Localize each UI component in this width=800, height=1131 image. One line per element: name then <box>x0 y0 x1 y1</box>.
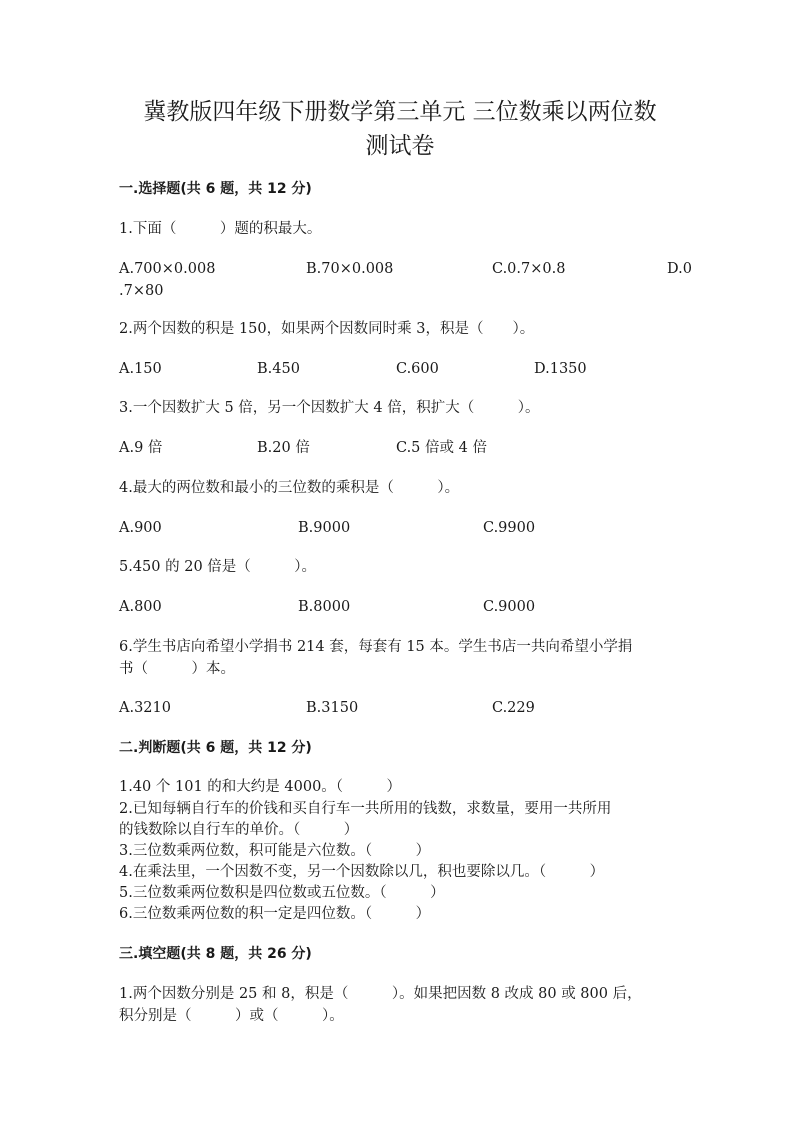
q4-option-a: A.900 <box>119 520 162 536</box>
q1-option-b: B.70×0.008 <box>306 261 394 277</box>
fill-question-1-line-1: 1.两个因数分别是 25 和 8，积是（ ）。如果把因数 8 改成 80 或 800 后， <box>119 986 642 1002</box>
q1-option-a: A.700×0.008 <box>119 261 216 277</box>
q2-option-c: C.600 <box>396 361 439 377</box>
q3-option-b: B.20 倍 <box>257 440 310 456</box>
q3-option-c: C.5 倍或 4 倍 <box>396 440 487 456</box>
title-line-2: 测试卷 <box>365 133 435 159</box>
question-2-stem: 2.两个因数的积是 150，如果两个因数同时乘 3，积是（ ）。 <box>119 321 535 337</box>
q1-option-d-part2: .7×80 <box>119 283 164 299</box>
section-header-choice: 一.选择题(共 6 题，共 12 分) <box>119 181 312 197</box>
q1-option-d-part1: D.0 <box>667 261 692 277</box>
q3-option-a: A.9 倍 <box>119 440 163 456</box>
q5-option-c: C.9000 <box>483 599 536 615</box>
question-3-stem: 3.一个因数扩大 5 倍，另一个因数扩大 4 倍，积扩大（ ）。 <box>119 400 540 416</box>
question-4-stem: 4.最大的两位数和最小的三位数的乘积是（ ）。 <box>119 480 460 496</box>
q2-option-a: A.150 <box>119 361 162 377</box>
q2-option-b: B.450 <box>257 361 300 377</box>
q4-option-c: C.9900 <box>483 520 536 536</box>
judgment-item: 4.在乘法里，一个因数不变，另一个因数除以几，积也要除以几。（ ） <box>119 864 605 880</box>
page-title <box>0 95 800 163</box>
q6-option-c: C.229 <box>492 700 535 716</box>
question-1-stem: 1.下面（ ）题的积最大。 <box>119 221 322 237</box>
q2-option-d: D.1350 <box>534 361 587 377</box>
question-6-stem-line-2: 书（ ）本。 <box>119 661 235 677</box>
title-line-1: 冀教版四年级下册数学第三单元 三位数乘以两位数 <box>143 99 657 125</box>
section-header-judgment: 二.判断题(共 6 题，共 12 分) <box>119 740 312 756</box>
judgment-item: 2.已知每辆自行车的价钱和买自行车一共所用的钱数，求数量，要用一共所用 <box>119 801 612 817</box>
q5-option-b: B.8000 <box>298 599 351 615</box>
judgment-item: 1.40 个 101 的和大约是 4000。（ ） <box>119 779 402 795</box>
question-5-stem: 5.450 的 20 倍是（ ）。 <box>119 559 317 575</box>
q6-option-a: A.3210 <box>119 700 171 716</box>
judgment-item: 3.三位数乘两位数，积可能是六位数。（ ） <box>119 843 431 859</box>
q5-option-a: A.800 <box>119 599 162 615</box>
judgment-item: 5.三位数乘两位数积是四位数或五位数。（ ） <box>119 885 445 901</box>
fill-question-1-line-2: 积分别是（ ）或（ ）。 <box>119 1008 344 1024</box>
q6-option-b: B.3150 <box>306 700 359 716</box>
question-6-stem-line-1: 6.学生书店向希望小学捐书 214 套，每套有 15 本。学生书店一共向希望小学捐 <box>119 639 633 655</box>
judgment-item: 的钱数除以自行车的单价。（ ） <box>119 822 359 838</box>
judgment-item: 6.三位数乘两位数的积一定是四位数。（ ） <box>119 906 431 922</box>
q1-option-c: C.0.7×0.8 <box>492 261 566 277</box>
q4-option-b: B.9000 <box>298 520 351 536</box>
section-header-fill-blank: 三.填空题(共 8 题，共 26 分) <box>119 946 312 962</box>
